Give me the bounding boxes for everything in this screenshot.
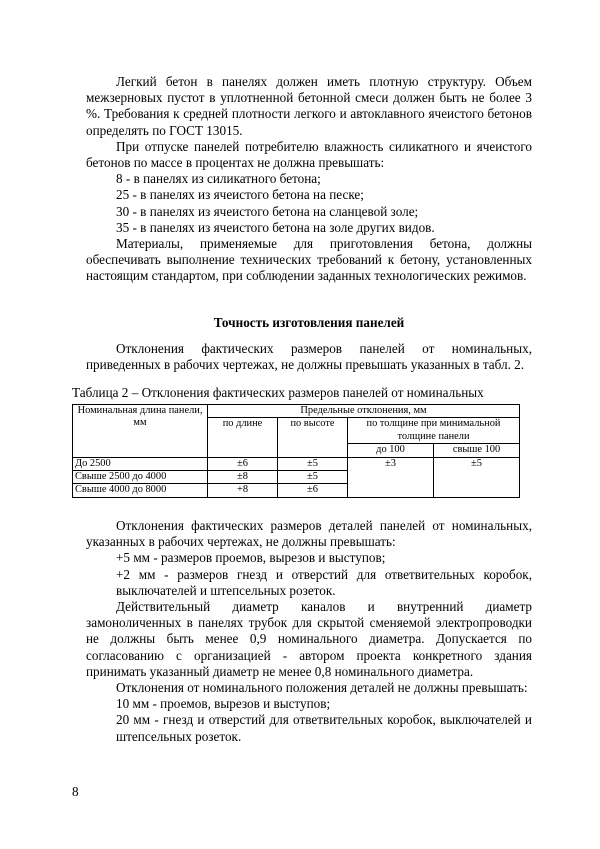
paragraph-channel-diameter: Действительный диаметр каналов и внутренний диаметр замоноличенных в панелях трубок для скрытой сменяемой электропроводки не должны быть менее 0,9 номинального диаметра. Допускается по согласованию с организацией - автором проекта конкретного здания принимать указанный диаметр не менее 0,8 номинального диаметра. bbox=[86, 599, 532, 679]
cell-height: ±5 bbox=[278, 457, 348, 470]
section-heading: Точность изготовления панелей bbox=[213, 315, 405, 330]
list-item: 10 мм - проемов, вырезов и выступов; bbox=[116, 696, 331, 712]
row-name: Свыше 4000 до 8000 bbox=[73, 484, 208, 497]
list-item: +5 мм - размеров проемов, вырезов и выступов; bbox=[116, 550, 386, 566]
cell-height: ±5 bbox=[278, 471, 348, 484]
cell-height: ±6 bbox=[278, 484, 348, 497]
paragraph-materials: Материалы, применяемые для приготовления бетона, должны обеспечивать выполнение технических требований к бетону, установленных настоящим стандартом, при соблюдении заданных технологических режимов. bbox=[86, 236, 532, 284]
paragraph-position-intro: Отклонения от номинального положения деталей не должны превышать: bbox=[116, 680, 528, 696]
text-block-intro bbox=[86, 341, 532, 373]
row-name: Свыше 2500 до 4000 bbox=[73, 471, 208, 484]
list-item: 20 мм - гнезд и отверстий для ответвительных коробок, выключателей и штепсельных розеток. bbox=[116, 712, 532, 744]
header-upto-100: до 100 bbox=[348, 444, 434, 457]
table-caption: Таблица 2 – Отклонения фактических размеров панелей от номинальных bbox=[72, 385, 484, 400]
list-item: 30 - в панелях из ячеистого бетона на сланцевой золе; bbox=[116, 203, 419, 219]
header-nominal-length: Номинальная длина панели, мм bbox=[73, 405, 208, 458]
list-item: 25 - в панелях из ячеистого бетона на песке; bbox=[116, 187, 364, 203]
paragraph-detail-deviations: Отклонения фактических размеров деталей панелей от номинальных, указанных в рабочих чертежах, не должны превышать: bbox=[86, 518, 532, 550]
cell-length: ±6 bbox=[208, 457, 278, 470]
row-name: До 2500 bbox=[73, 457, 208, 470]
text-block-bottom bbox=[86, 518, 532, 745]
cell-length: ±8 bbox=[208, 471, 278, 484]
text-block-top bbox=[86, 74, 532, 285]
cell-length: +8 bbox=[208, 484, 278, 497]
paragraph-table-intro: Отклонения фактических размеров панелей от номинальных, приведенных в рабочих чертежах, не должны превышать указанных в табл. 2. bbox=[86, 341, 532, 373]
cell-thickness-upto-100: ±3 bbox=[348, 457, 434, 497]
table-row bbox=[73, 457, 520, 470]
header-by-thickness: по толщине при минимальной толщине панели bbox=[348, 418, 520, 444]
paragraph-lightweight-concrete: Легкий бетон в панелях должен иметь плотную структуру. Объем межзерновых пустот в уплотненной бетонной смеси должен быть не более 3 %. Требования к средней плотности легкого и автоклавного ячеистого бетонов определять по ГОСТ 13015. bbox=[86, 74, 532, 138]
page-number: 8 bbox=[72, 784, 79, 799]
header-by-length: по длине bbox=[208, 418, 278, 457]
header-by-height: по высоте bbox=[278, 418, 348, 457]
list-item: 35 - в панелях из ячеистого бетона на золе других видов. bbox=[116, 219, 435, 235]
header-limit-deviations: Предельные отклонения, мм bbox=[208, 405, 520, 418]
list-item: +2 мм - размеров гнезд и отверстий для ответвительных коробок, выключателей и штепсельных розеток. bbox=[116, 566, 532, 598]
cell-thickness-over-100: ±5 bbox=[434, 457, 520, 497]
paragraph-moisture-intro: При отпуске панелей потребителю влажность силикатного и ячеистого бетонов по массе в процентах не должна превышать: bbox=[86, 138, 532, 171]
list-item: 8 - в панелях из силикатного бетона; bbox=[116, 171, 321, 187]
deviation-table bbox=[72, 404, 520, 498]
header-over-100: свыше 100 bbox=[434, 444, 520, 457]
